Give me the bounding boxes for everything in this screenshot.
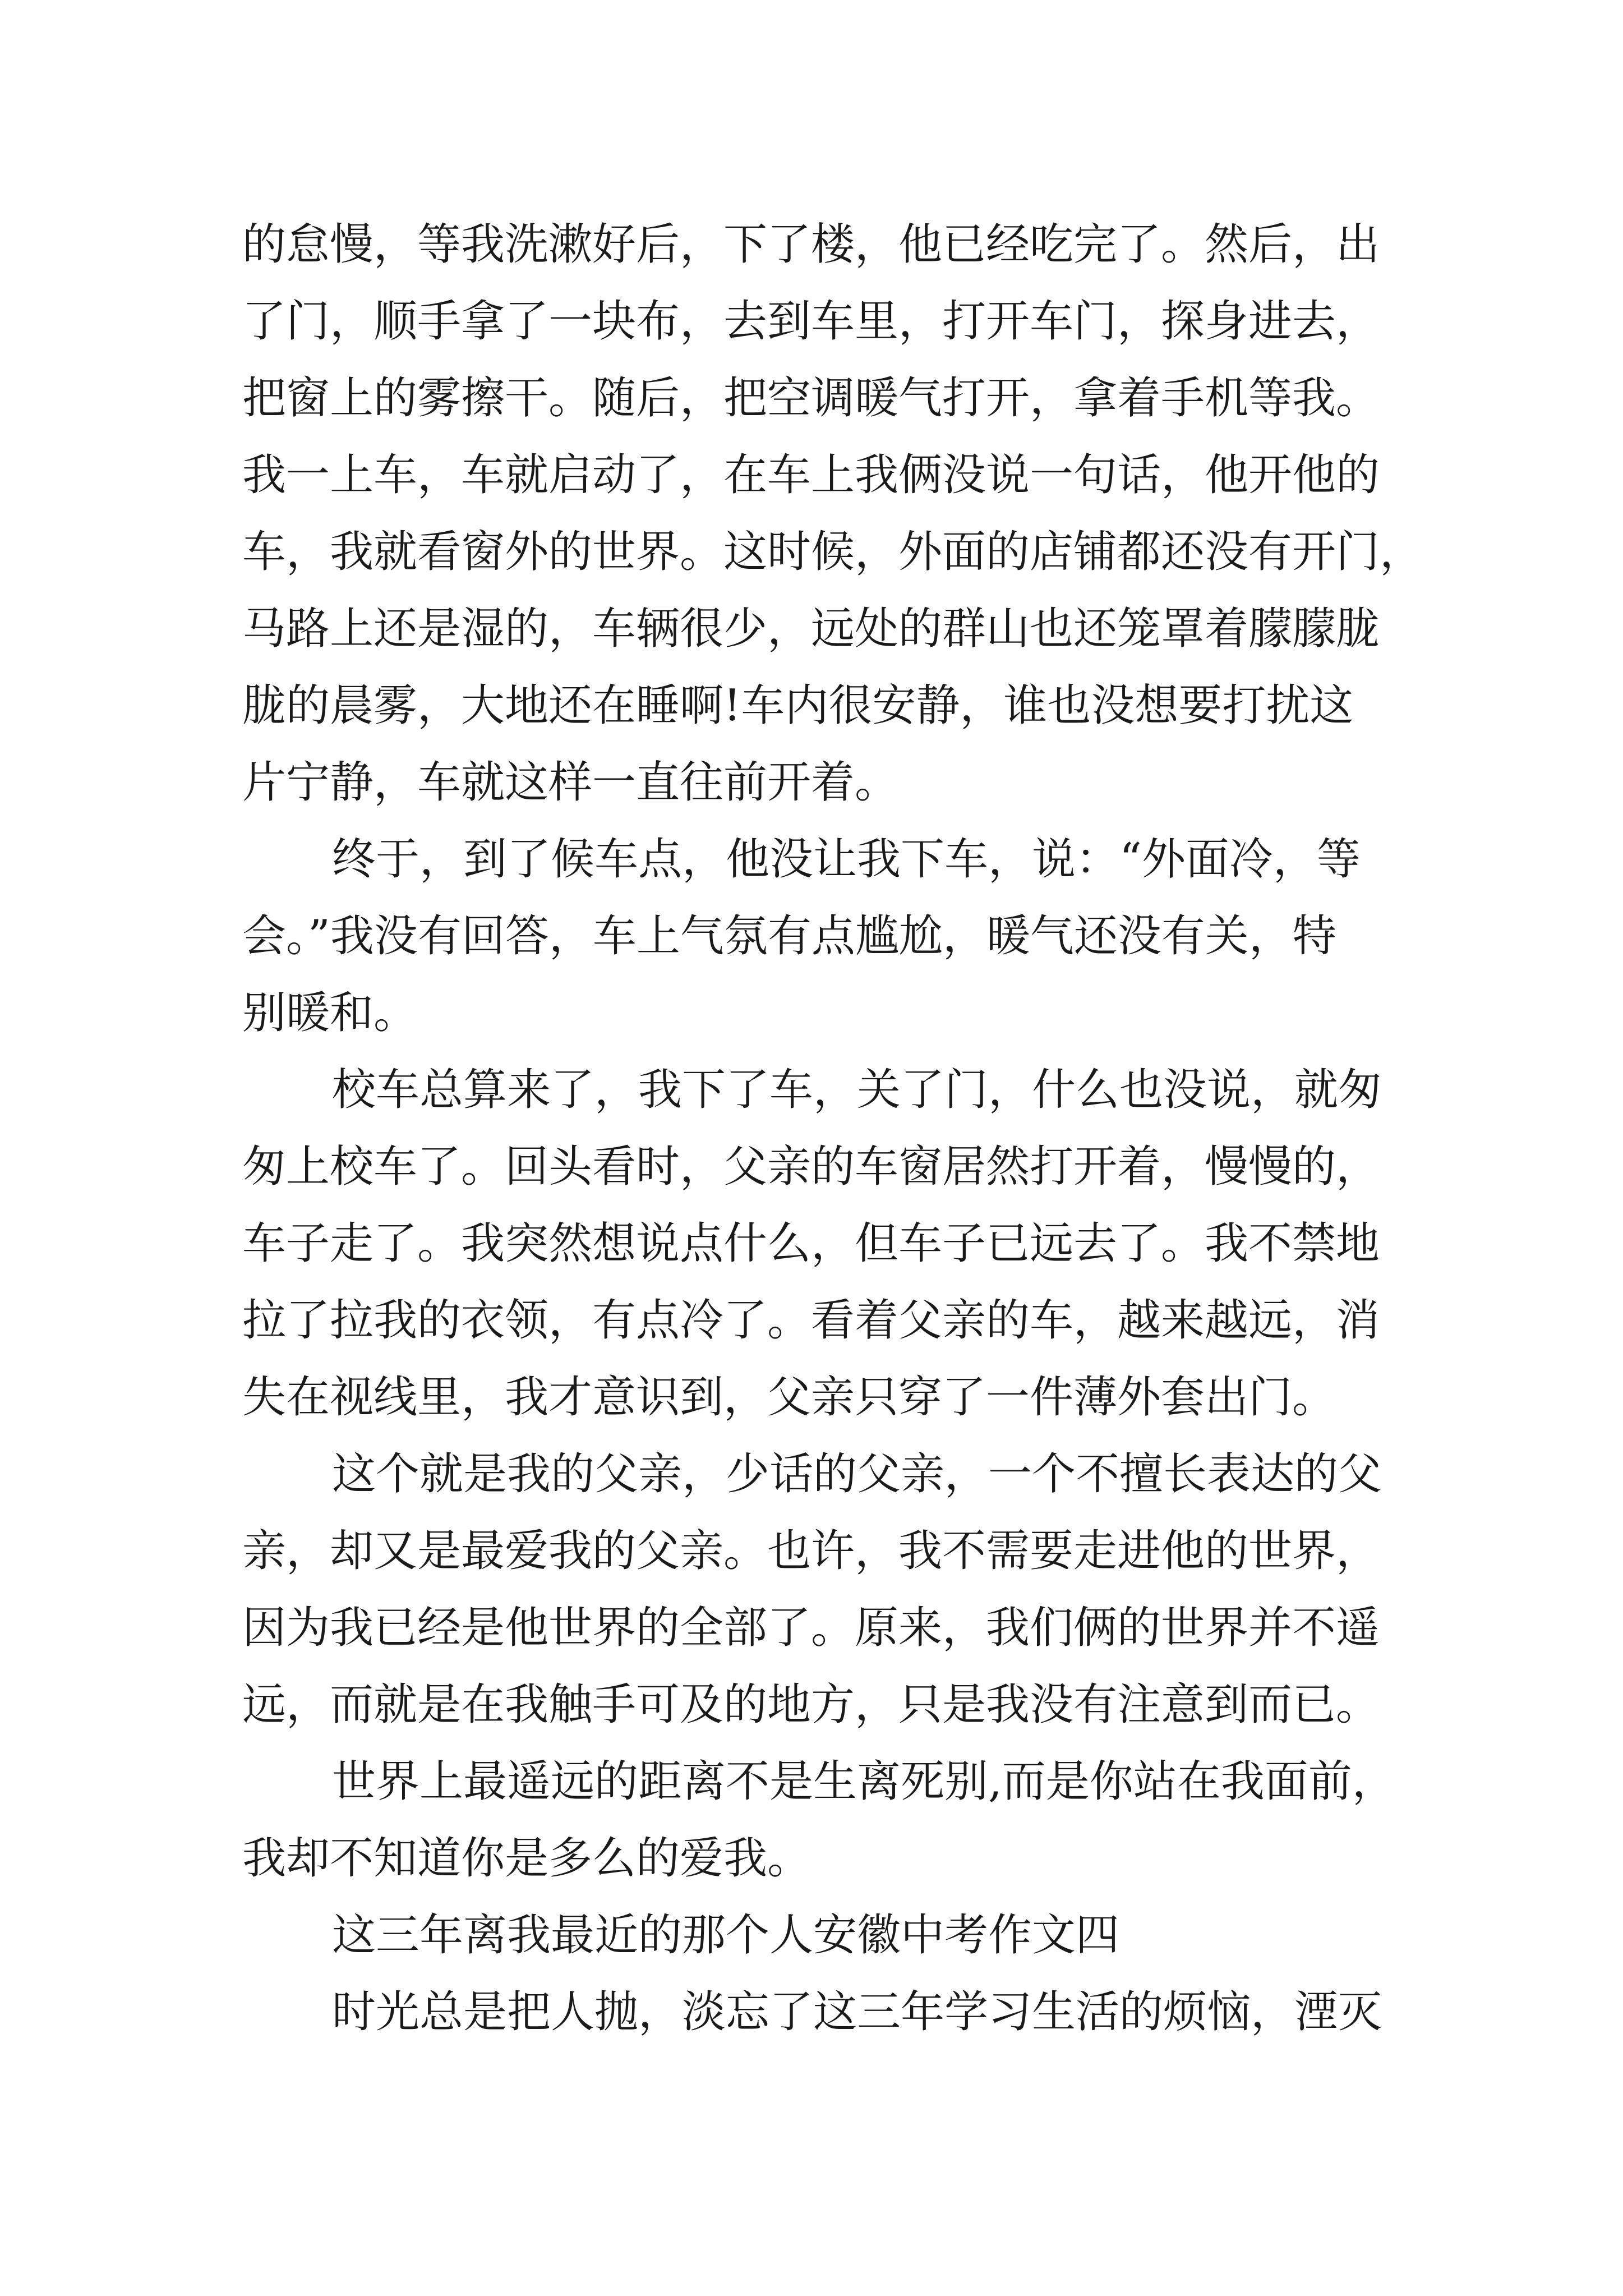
paragraph (242, 1743, 1409, 1897)
text-line: 时光总是把人抛，淡忘了这三年学习生活的烦恼，湮灭 (332, 1987, 1382, 2037)
text-line: 胧的晨雾，大地还在睡啊!车内很安静，谁也没想要打扰这 (242, 680, 1354, 731)
text-line: 因为我已经是他世界的全部了。原来，我们俩的世界并不遥 (242, 1603, 1380, 1653)
text-line: 我却不知道你是多么的爱我。 (242, 1833, 811, 1884)
text-line: 车，我就看窗外的世界。这时候，外面的店铺都还没有开门， (242, 527, 1424, 577)
text-line: 校车总算来了，我下了车，关了门，什么也没说，就匆 (332, 1065, 1382, 1115)
text-line: 了门，顺手拿了一块布，去到车里，打开车门，探身进去， (242, 296, 1380, 347)
paragraph (242, 1436, 1409, 1743)
text-line: 车子走了。我突然想说点什么，但车子已远去了。我不禁地 (242, 1218, 1380, 1269)
text-line: 这个就是我的父亲，少话的父亲，一个不擅长表达的父 (332, 1449, 1382, 1499)
article-body (242, 206, 1424, 2051)
text-line: 失在视线里，我才意识到，父亲只穿了一件薄外套出门。 (242, 1372, 1336, 1423)
paragraph (242, 1052, 1409, 1436)
text-line: 把窗上的雾擦干。随后，把空调暖气打开，拿着手机等我。 (242, 373, 1380, 424)
heading-line: 这三年离我最近的那个人安徽中考作文四 (332, 1910, 1120, 1961)
text-line: 终于，到了候车点，他没让我下车，说：“外面冷，等 (332, 834, 1361, 885)
paragraph (242, 206, 1424, 821)
paragraph (242, 821, 1409, 1052)
text-line: 世界上最遥远的距离不是生离死别,而是你站在我面前， (332, 1756, 1396, 1807)
text-line: 片宁静，车就这样一直往前开着。 (242, 757, 899, 808)
text-line: 的怠慢，等我洗漱好后，下了楼，他已经吃完了。然后，出 (242, 219, 1380, 270)
text-line: 拉了拉我的衣领，有点冷了。看着父亲的车，越来越远，消 (242, 1295, 1380, 1346)
section-heading (242, 1897, 1409, 1974)
text-line: 远，而就是在我触手可及的地方，只是我没有注意到而已。 (242, 1680, 1380, 1730)
text-line: 匆上校车了。回头看时，父亲的车窗居然打开着，慢慢的， (242, 1142, 1380, 1192)
text-line: 亲，却又是最爱我的父亲。也许，我不需要走进他的世界， (242, 1526, 1380, 1576)
text-line: 会。”我没有回答，车上气氛有点尴尬，暖气还没有关，特 (242, 911, 1336, 961)
paragraph (242, 1974, 1409, 2051)
text-line: 我一上车，车就启动了，在车上我俩没说一句话，他开他的 (242, 450, 1380, 500)
text-line: 别暖和。 (242, 988, 418, 1038)
text-line: 马路上还是湿的，车辆很少，远处的群山也还笼罩着朦朦胧 (242, 604, 1380, 654)
